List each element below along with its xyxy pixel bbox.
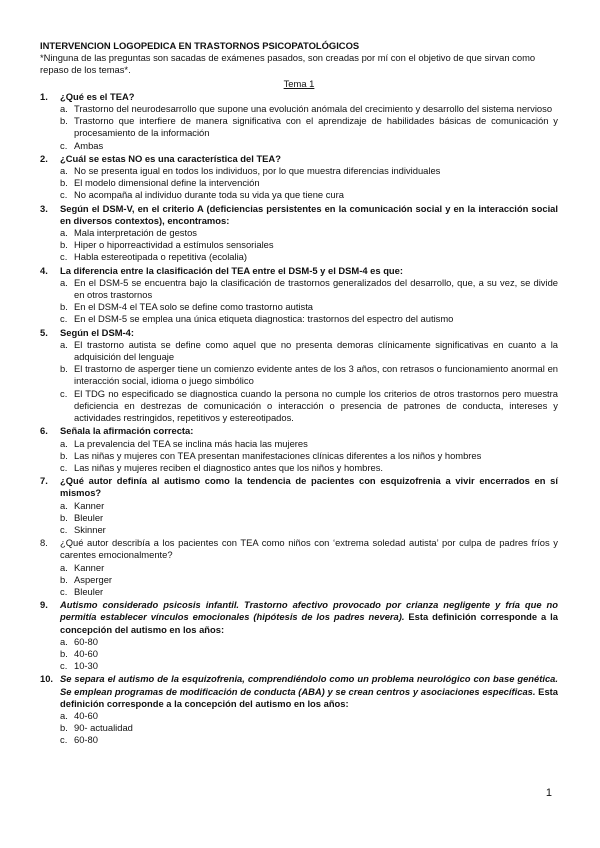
option-text: Bleuler: [74, 585, 104, 597]
answer-option: [40, 586, 558, 598]
answer-option: [40, 177, 558, 189]
question-text: [60, 425, 558, 437]
option-text: 10-30: [74, 660, 98, 672]
answer-option: [40, 438, 558, 450]
answer-option: [40, 140, 558, 152]
question-prompt: Según el DSM-V, en el criterio A (deficiencias persistentes en la comunicación social y en la interacción social en diversos contextos), encontramos:: [60, 202, 558, 226]
option-letter: a.: [60, 437, 68, 449]
option-text: Skinner: [74, 523, 106, 535]
option-text: 60-80: [74, 635, 98, 647]
option-letter: b.: [60, 239, 68, 251]
section-heading: Tema 1: [283, 77, 315, 89]
option-letter: a.: [60, 227, 68, 239]
option-text: El TDG no especificado se diagnostica cuando la persona no cumple los criterios de otros trastornos pero muestra deficiencia en destrezas de comunicación o interacción o presencia de patrones de conducta, intereses y actividades restringidos, repetitivos y estereotipados.: [74, 387, 558, 424]
option-letter: a.: [60, 499, 68, 511]
answer-option: [40, 301, 558, 313]
document-title: INTERVENCION LOGOPEDICA EN TRASTORNOS PSICOPATOLÓGICOS: [40, 40, 360, 51]
option-letter: b.: [60, 573, 68, 585]
option-text: Kanner: [74, 561, 105, 573]
option-text: Trastorno que interfiere de manera significativa con el aprendizaje de habilidades básicas de comunicación y procesamiento de la información: [74, 115, 558, 139]
option-letter: c.: [60, 660, 68, 672]
option-letter: a.: [60, 709, 68, 721]
option-letter: b.: [60, 647, 68, 659]
question-item: [40, 203, 558, 264]
question-text: [60, 203, 558, 227]
option-letter: b.: [60, 363, 68, 375]
answer-option: [40, 512, 558, 524]
answer-option: [40, 165, 558, 177]
option-text: Habla estereotipada o repetitiva (ecolalia): [74, 251, 248, 263]
option-letter: b.: [60, 177, 68, 189]
answer-option: [40, 500, 558, 512]
option-text: Mala interpretación de gestos: [74, 227, 197, 239]
question-item: [40, 265, 558, 326]
question-text: [60, 475, 558, 499]
question-prompt: ¿Qué es el TEA?: [60, 90, 135, 102]
answer-option: [40, 462, 558, 474]
option-letter: a.: [60, 635, 68, 647]
question-text: [60, 91, 558, 103]
question-prompt: Esta definición corresponde a la concepción del autismo en los años:: [60, 611, 558, 635]
answer-option: [40, 239, 558, 251]
answer-option: [40, 524, 558, 536]
option-text: En el DSM-4 el TEA solo se define como trastorno autista: [74, 301, 314, 313]
answer-option: [40, 363, 558, 387]
option-letter: c.: [60, 734, 68, 746]
question-prompt: ¿Cuál se estas NO es una característica del TEA?: [60, 152, 281, 164]
page-number: 1: [545, 787, 552, 799]
question-item: [40, 673, 558, 746]
question-prompt: ¿Qué autor definía al autismo como la tendencia de pacientes con esquizofrenia a vivir encerrados en sí mismos?: [60, 475, 558, 499]
document-page: [40, 40, 558, 747]
option-text: En el DSM-5 se encuentra bajo la clasificación de trastornos generalizados del desarrollo, que, a su vez, se divide en otros trastornos: [74, 276, 558, 301]
option-text: Las niñas y mujeres reciben el diagnostico antes que los niños y hombres.: [74, 461, 384, 473]
option-letter: c.: [60, 461, 68, 473]
question-number: 2.: [40, 152, 48, 164]
question-list: [40, 91, 558, 747]
answer-option: [40, 574, 558, 586]
option-text: No se presenta igual en todos los individuos, por lo que muestra diferencias individuales: [74, 165, 441, 177]
question-item: [40, 599, 558, 672]
option-letter: c.: [60, 523, 68, 535]
answer-option: [40, 710, 558, 722]
option-letter: c.: [60, 387, 68, 399]
question-text: [60, 599, 558, 636]
option-letter: b.: [60, 722, 68, 734]
question-number: 1.: [40, 90, 48, 102]
option-letter: a.: [60, 561, 68, 573]
answer-option: [40, 103, 558, 115]
question-number: 3.: [40, 202, 48, 214]
option-text: 40-60: [74, 709, 98, 721]
question-item: [40, 537, 558, 598]
question-italic-text: Se separa el autismo de la esquizofrenia, comprendiéndolo como un problema neurológico con base genética. Se emplean programas de modificación de conducta (ABA) y se crean centros y asociaciones específicas.: [60, 673, 558, 697]
question-item: [40, 91, 558, 152]
question-text: [60, 673, 558, 710]
question-number: 5.: [40, 326, 48, 338]
question-number: 10.: [40, 673, 54, 685]
answer-option: [40, 562, 558, 574]
option-text: El modelo dimensional define la intervención: [74, 177, 260, 189]
option-letter: b.: [60, 449, 68, 461]
option-text: Hiper o hiporreactividad a estímulos sensoriales: [74, 239, 274, 251]
answer-option: [40, 636, 558, 648]
option-text: Asperger: [74, 573, 113, 585]
question-prompt: Señala la afirmación correcta:: [60, 425, 194, 437]
option-letter: c.: [60, 189, 68, 201]
answer-option: [40, 734, 558, 746]
answer-option: [40, 339, 558, 363]
option-letter: a.: [60, 276, 68, 288]
option-text: El trastorno de asperger tiene un comienzo evidente antes de los 3 años, con retrasos o funcionamiento anormal en interacción social, idioma o juego simbólico: [74, 363, 558, 387]
question-item: [40, 475, 558, 536]
option-letter: b.: [60, 301, 68, 313]
question-text: [60, 265, 558, 277]
option-letter: c.: [60, 251, 68, 263]
answer-option: [40, 189, 558, 201]
question-text: [60, 537, 558, 561]
question-prompt: Esta definición corresponde a la concepción del autismo en los años:: [60, 685, 558, 709]
option-text: La prevalencia del TEA se inclina más hacia las mujeres: [74, 437, 308, 449]
answer-option: [40, 277, 558, 301]
option-letter: b.: [60, 511, 68, 523]
option-text: El trastorno autista se define como aquel que no presenta demoras clínicamente significativas en cuanto a la adquisición del lenguaje: [74, 338, 558, 363]
question-item: [40, 153, 558, 202]
question-number: 8.: [40, 537, 48, 549]
answer-option: [40, 313, 558, 325]
answer-option: [40, 227, 558, 239]
option-text: Las niñas y mujeres con TEA presentan manifestaciones clínicas diferentes a los niños y hombres: [74, 449, 482, 461]
question-text: [60, 327, 558, 339]
option-text: 40-60: [74, 647, 98, 659]
option-text: 60-80: [74, 734, 98, 746]
question-prompt: La diferencia entre la clasificación del TEA entre el DSM-5 y el DSM-4 es que:: [60, 264, 403, 276]
option-text: Ambas: [74, 139, 104, 151]
option-text: Bleuler: [74, 511, 104, 523]
answer-option: [40, 251, 558, 263]
question-number: 4.: [40, 264, 48, 276]
option-text: 90- actualidad: [74, 722, 133, 734]
question-text: [60, 153, 558, 165]
option-text: Trastorno del neurodesarrollo que supone una evolución anómala del crecimiento y desarrollo del sistema nervioso: [74, 103, 553, 115]
question-item: [40, 327, 558, 425]
answer-option: [40, 660, 558, 672]
option-letter: c.: [60, 313, 68, 325]
question-prompt: Según el DSM-4:: [60, 326, 134, 338]
answer-option: [40, 115, 558, 139]
question-number: 7.: [40, 475, 48, 487]
option-letter: a.: [60, 338, 68, 350]
question-number: 9.: [40, 599, 48, 611]
option-letter: b.: [60, 115, 68, 127]
option-letter: a.: [60, 165, 68, 177]
answer-option: [40, 722, 558, 734]
option-text: En el DSM-5 se emplea una única etiqueta diagnostica: trastornos del espectro del autismo: [74, 313, 454, 325]
question-item: [40, 425, 558, 474]
option-text: Kanner: [74, 499, 105, 511]
option-text: No acompaña al individuo durante toda su vida ya que tiene cura: [74, 189, 344, 201]
option-letter: c.: [60, 585, 68, 597]
question-italic-text: Autismo considerado psicosis infantil. Trastorno afectivo provocado por crianza negligente y fría que no permitía establecer vínculos emocionales (hipótesis de los padres nevera).: [60, 599, 558, 623]
option-letter: a.: [60, 103, 68, 115]
answer-option: [40, 450, 558, 462]
question-number: 6.: [40, 425, 48, 437]
intro-note: *Ninguna de las preguntas son sacadas de exámenes pasados, son creadas por mí con el objetivo de que sirvan como repaso de los temas*.: [40, 52, 536, 76]
answer-option: [40, 388, 558, 425]
option-letter: c.: [60, 139, 68, 151]
answer-option: [40, 648, 558, 660]
question-prompt: ¿Qué autor describía a los pacientes con TEA como niños con ‘extrema soledad autista’ por culpa de padres fríos y carentes emocionalmente?: [60, 537, 558, 561]
